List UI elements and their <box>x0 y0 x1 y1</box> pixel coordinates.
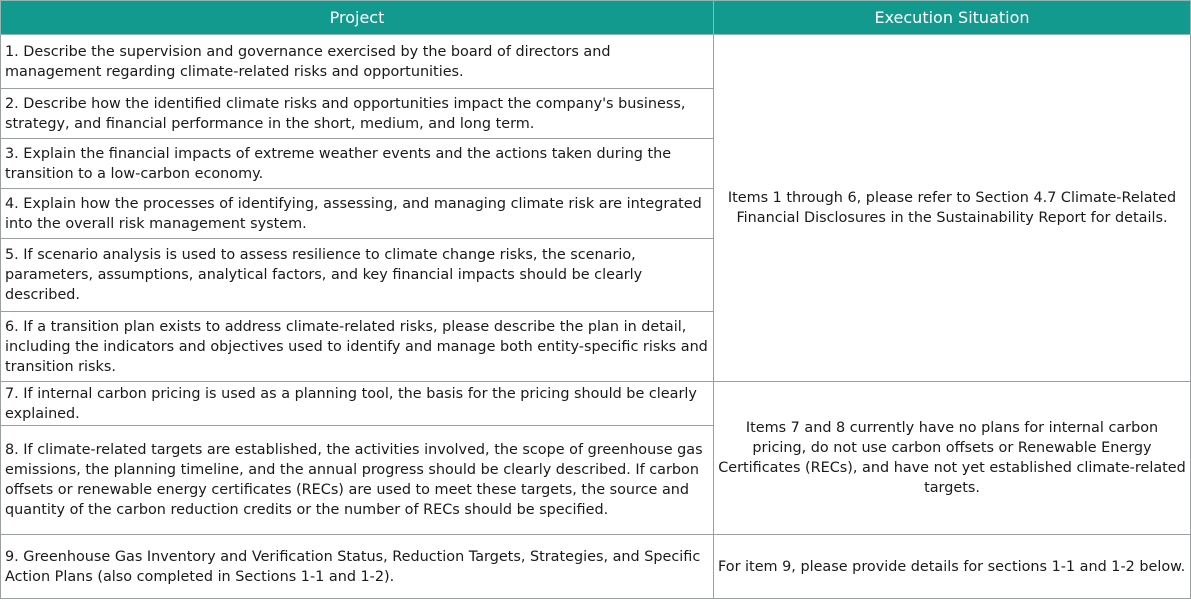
column-header-execution-situation: Execution Situation <box>714 1 1191 35</box>
project-cell: 7. If internal carbon pricing is used as a planning tool, the basis for the pricing should be clearly explained. <box>1 382 714 426</box>
table-row <box>1 35 1191 89</box>
project-cell: 5. If scenario analysis is used to assess resilience to climate change risks, the scenario, parameters, assumptions, analytical factors, and key financial impacts should be clearly described. <box>1 239 714 312</box>
project-cell: 8. If climate-related targets are established, the activities involved, the scope of greenhouse gas emissions, the planning timeline, and the annual progress should be clearly described. If carbon offsets or renewable energy certificates (RECs) are used to meet these targets, the source and quantity of the carbon reduction credits or the number of RECs should be specified. <box>1 426 714 535</box>
table-header-row <box>1 1 1191 35</box>
table-row <box>1 382 1191 426</box>
situation-cell-item-9: For item 9, please provide details for sections 1-1 and 1-2 below. <box>714 535 1191 599</box>
situation-cell-items-1-6: Items 1 through 6, please refer to Section 4.7 Climate-Related Financial Disclosures in the Sustainability Report for details. <box>714 35 1191 382</box>
column-header-project: Project <box>1 1 714 35</box>
project-cell: 1. Describe the supervision and governance exercised by the board of directors and management regarding climate-related risks and opportunities. <box>1 35 714 89</box>
situation-cell-items-7-8: Items 7 and 8 currently have no plans for internal carbon pricing, do not use carbon offsets or Renewable Energy Certificates (RECs), and have not yet established climate-related targets. <box>714 382 1191 535</box>
project-cell: 3. Explain the financial impacts of extreme weather events and the actions taken during the transition to a low-carbon economy. <box>1 139 714 189</box>
table-row <box>1 535 1191 599</box>
project-cell: 6. If a transition plan exists to address climate-related risks, please describe the plan in detail, including the indicators and objectives used to identify and manage both entity-specific risks and transition risks. <box>1 312 714 382</box>
project-cell: 9. Greenhouse Gas Inventory and Verification Status, Reduction Targets, Strategies, and Specific Action Plans (also completed in Sections 1-1 and 1-2). <box>1 535 714 599</box>
project-cell: 4. Explain how the processes of identifying, assessing, and managing climate risk are integrated into the overall risk management system. <box>1 189 714 239</box>
project-cell: 2. Describe how the identified climate risks and opportunities impact the company's business, strategy, and financial performance in the short, medium, and long term. <box>1 89 714 139</box>
